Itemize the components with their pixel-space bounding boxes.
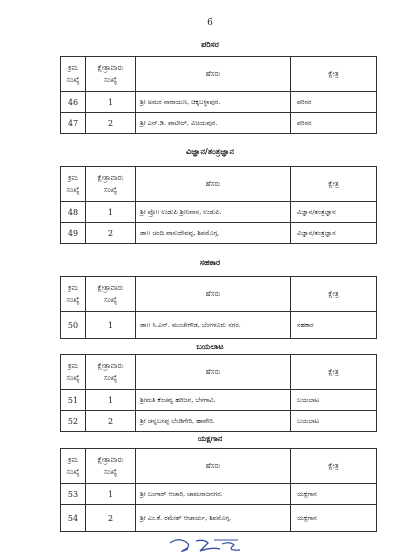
field-header: ಕ್ಷೇತ್ರ (291, 355, 377, 390)
serial-header: ಕ್ರಮ ಸಂಖ್ಯೆ (61, 449, 86, 484)
field-header: ಕ್ಷೇತ್ರ (291, 277, 377, 312)
name-header: ಹೆಸರು (136, 167, 291, 202)
awards-table-bayalata (60, 354, 377, 432)
serial-cell: 50 (61, 312, 86, 339)
section-title-science: ವಿಜ್ಞಾನ/ತಂತ್ರಜ್ಞಾನ (186, 147, 234, 156)
field-number-cell: 1 (86, 484, 136, 505)
table-header-row (61, 355, 377, 390)
table-row (61, 411, 377, 432)
serial-cell: 48 (61, 202, 86, 223)
serial-header: ಕ್ರಮ ಸಂಖ್ಯೆ (61, 355, 86, 390)
field-number-cell: 2 (86, 113, 136, 134)
section-title-bayalata: ಬಯಲಾಟ (196, 342, 224, 351)
table-row (61, 223, 377, 244)
field-number-header: ಕ್ಷೇತ್ರಾವಾರು ಸಂಖ್ಯೆ (86, 355, 136, 390)
field-number-cell: 2 (86, 411, 136, 432)
field-header: ಕ್ಷೇತ್ರ (291, 449, 377, 484)
name-cell: ಶ್ರೀ ಎನ್.ಡಿ. ಪಾಟೀಲ್, ವಿಜಯಪುರ. (136, 113, 291, 134)
name-cell: ಡಾ॥ ಚಂದಿ ವಾಸುದೇವಪ್ಪ, ಶಿವಮೊಗ್ಗ. (136, 223, 291, 244)
name-cell: ಶ್ರೀಮತಿ ಕೆಂಚವ್ವ ಹರಿಜನ, ಬೆಳಗಾವಿ. (136, 390, 291, 411)
table-header-row (61, 57, 377, 92)
page-number: 6 (207, 18, 213, 28)
section-title-environment: ಪರಿಸರ (201, 40, 219, 49)
name-header: ಹೆಸರು (136, 355, 291, 390)
field-cell: ಬಯಲಾಟ (291, 390, 377, 411)
serial-cell: 52 (61, 411, 86, 432)
serial-header: ಕ್ರಮ ಸಂಖ್ಯೆ (61, 277, 86, 312)
table-header-row (61, 167, 377, 202)
field-cell: ಪರಿಸರ (291, 92, 377, 113)
field-header: ಕ್ಷೇತ್ರ (291, 167, 377, 202)
signature-scribble (168, 535, 248, 557)
name-cell: ಡಾ॥ ಸಿ.ಎನ್. ಮಂಚೇಗೌಡ, ಬೆಂಗಳೂರು ನಗರ. (136, 312, 291, 339)
table-row (61, 390, 377, 411)
serial-cell: 46 (61, 92, 86, 113)
table-row (61, 484, 377, 505)
table-row (61, 312, 377, 339)
table-header-row (61, 277, 377, 312)
name-cell: ಶ್ರೀ ಪ್ರೊ॥ ಉಡುಪಿ ಶ್ರೀನಿವಾಸ, ಉಡುಪಿ. (136, 202, 291, 223)
field-number-cell: 1 (86, 312, 136, 339)
section-title-cooperation: ಸಹಕಾರ (199, 258, 221, 267)
serial-cell: 51 (61, 390, 86, 411)
field-number-header: ಕ್ಷೇತ್ರಾವಾರು ಸಂಖ್ಯೆ (86, 57, 136, 92)
name-header: ಹೆಸರು (136, 277, 291, 312)
serial-cell: 49 (61, 223, 86, 244)
serial-header: ಕ್ರಮ ಸಂಖ್ಯೆ (61, 57, 86, 92)
field-cell: ಬಯಲಾಟ (291, 411, 377, 432)
field-number-cell: 2 (86, 223, 136, 244)
serial-cell: 47 (61, 113, 86, 134)
awards-table-science (60, 166, 377, 244)
field-header: ಕ್ಷೇತ್ರ (291, 57, 377, 92)
table-row (61, 92, 377, 113)
field-number-cell: 2 (86, 505, 136, 532)
field-cell: ಯಕ್ಷಗಾನ (291, 484, 377, 505)
name-cell: ಶ್ರೀ ಚನ್ನಬಸಪ್ಪ ಬೆಂಡಿಗೇರಿ, ಹಾವೇರಿ. (136, 411, 291, 432)
name-cell: ಶ್ರೀ ಅಮರ ನಾರಾಯಣ, ಚಿಕ್ಕಬಳ್ಳಾಪುರ. (136, 92, 291, 113)
field-number-header: ಕ್ಷೇತ್ರಾವಾರು ಸಂಖ್ಯೆ (86, 277, 136, 312)
name-cell: ಶ್ರೀ ಬಂಗಾರ್ ಆಚಾರಿ, ಚಾಮರಾಜನಗರ. (136, 484, 291, 505)
field-number-header: ಕ್ಷೇತ್ರಾವಾರು ಸಂಖ್ಯೆ (86, 167, 136, 202)
field-cell: ವಿಜ್ಞಾನ/ತಂತ್ರಜ್ಞಾನ (291, 202, 377, 223)
table-header-row (61, 449, 377, 484)
section-title-yakshagana: ಯಕ್ಷಗಾನ (197, 434, 223, 443)
awards-table-environment (60, 56, 377, 134)
field-cell: ವಿಜ್ಞಾನ/ತಂತ್ರಜ್ಞಾನ (291, 223, 377, 244)
field-cell: ಪರಿಸರ (291, 113, 377, 134)
serial-header: ಕ್ರಮ ಸಂಖ್ಯೆ (61, 167, 86, 202)
serial-cell: 53 (61, 484, 86, 505)
table-row (61, 505, 377, 532)
awards-table-yakshagana (60, 448, 377, 532)
awards-table-cooperation (60, 276, 377, 339)
name-cell: ಶ್ರೀ ಎಂ.ಕೆ. ರಮೇಶ್ ಆಚಾರ್ಯ, ಶಿವಮೊಗ್ಗ. (136, 505, 291, 532)
field-cell: ಸಹಕಾರ (291, 312, 377, 339)
field-number-cell: 1 (86, 390, 136, 411)
name-header: ಹೆಸರು (136, 57, 291, 92)
name-header: ಹೆಸರು (136, 449, 291, 484)
serial-cell: 54 (61, 505, 86, 532)
table-row (61, 113, 377, 134)
field-number-cell: 1 (86, 92, 136, 113)
table-row (61, 202, 377, 223)
field-number-cell: 1 (86, 202, 136, 223)
field-number-header: ಕ್ಷೇತ್ರಾವಾರು ಸಂಖ್ಯೆ (86, 449, 136, 484)
field-cell: ಯಕ್ಷಗಾನ (291, 505, 377, 532)
